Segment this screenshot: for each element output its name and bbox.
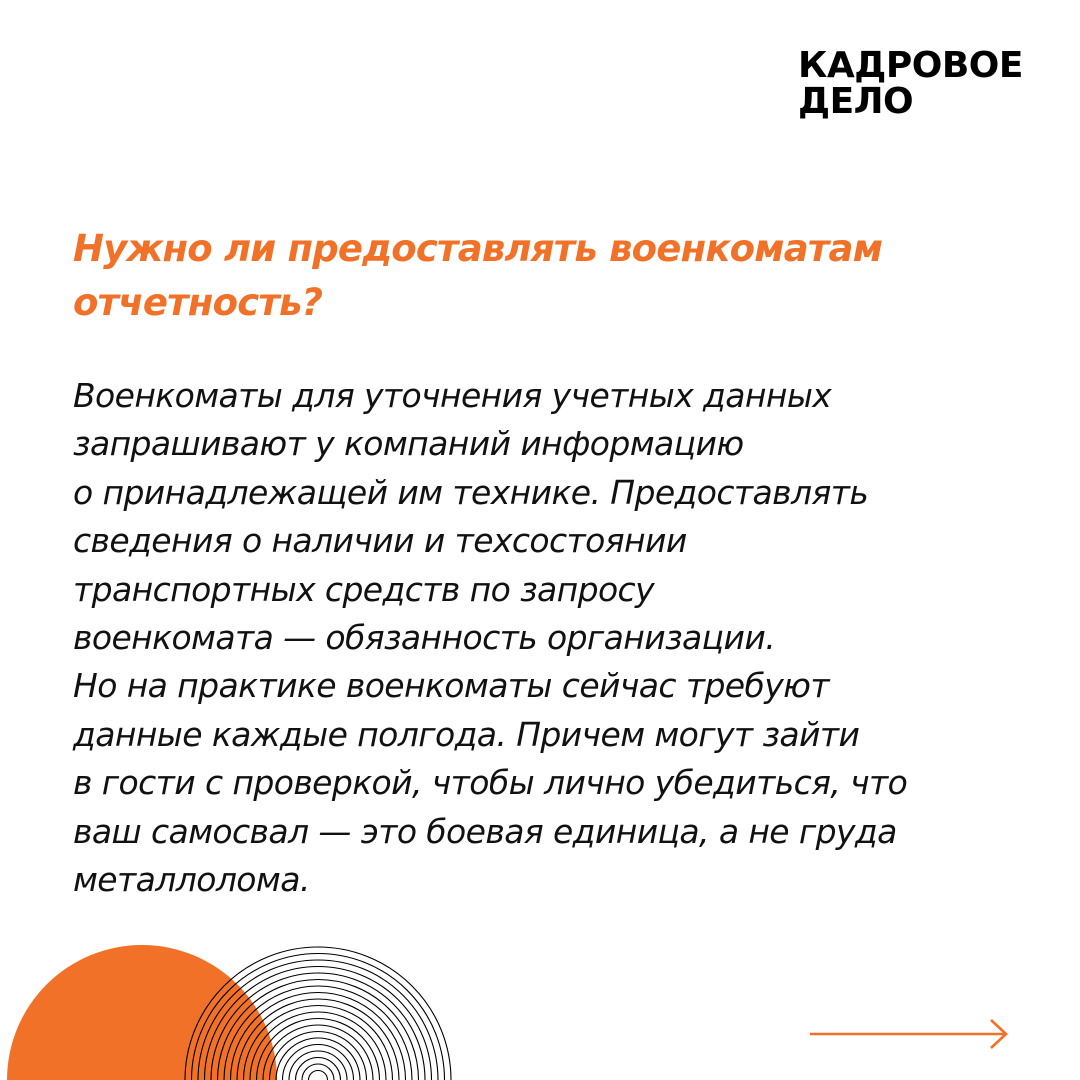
ring-line bbox=[250, 1012, 386, 1080]
body-line: военкомата — обязанность организации. bbox=[73, 618, 776, 658]
title-line: Нужно ли предоставлять военкоматам bbox=[73, 227, 883, 270]
ring-line bbox=[289, 1051, 347, 1080]
orange-circle-shape bbox=[7, 945, 277, 1080]
concentric-rings bbox=[185, 947, 451, 1080]
body-line: металлолома. bbox=[73, 860, 310, 900]
ring-line bbox=[198, 960, 438, 1080]
ring-line bbox=[270, 1032, 367, 1080]
ring-line bbox=[231, 993, 406, 1080]
ring-line bbox=[211, 973, 425, 1080]
ring-line bbox=[224, 986, 412, 1080]
ring-line bbox=[283, 1045, 354, 1080]
ring-line bbox=[309, 1071, 328, 1080]
body-line: ваш самосвал — это боевая единица, а не груда bbox=[73, 811, 897, 851]
body-paragraph bbox=[73, 372, 1053, 904]
ring-line bbox=[302, 1064, 334, 1080]
page-title bbox=[73, 222, 1023, 330]
ring-line bbox=[218, 980, 419, 1080]
ring-line bbox=[244, 1006, 393, 1080]
title-line: отчетность? bbox=[73, 281, 323, 324]
ring-line bbox=[205, 967, 432, 1080]
body-line: Но на практике военкоматы сейчас требуют bbox=[73, 666, 829, 706]
ring-line bbox=[257, 1019, 380, 1080]
ring-line bbox=[276, 1038, 360, 1080]
brand-logo bbox=[798, 45, 1023, 122]
ring-line bbox=[296, 1058, 341, 1080]
ring-line bbox=[237, 999, 399, 1080]
ring-line bbox=[192, 954, 445, 1080]
body-line: о принадлежащей им технике. Предоставлять bbox=[73, 472, 869, 512]
brand-logo-line-2: ДЕЛО bbox=[798, 81, 914, 122]
body-line: запрашивают у компаний информацию bbox=[73, 424, 744, 464]
ring-line bbox=[185, 947, 451, 1080]
ring-line bbox=[263, 1025, 373, 1080]
body-line: данные каждые полгода. Причем могут зайти bbox=[73, 714, 860, 754]
body-line: Военкоматы для уточнения учетных данных bbox=[73, 376, 832, 415]
brand-logo-line-1: КАДРОВОЕ bbox=[798, 45, 1023, 86]
body-line: транспортных средств по запросу bbox=[73, 569, 655, 609]
body-line: сведения о наличии и техсостоянии bbox=[73, 521, 687, 561]
body-line: в гости с проверкой, чтобы лично убедиться, что bbox=[73, 763, 908, 803]
arrow-right-icon[interactable] bbox=[810, 1014, 1012, 1054]
